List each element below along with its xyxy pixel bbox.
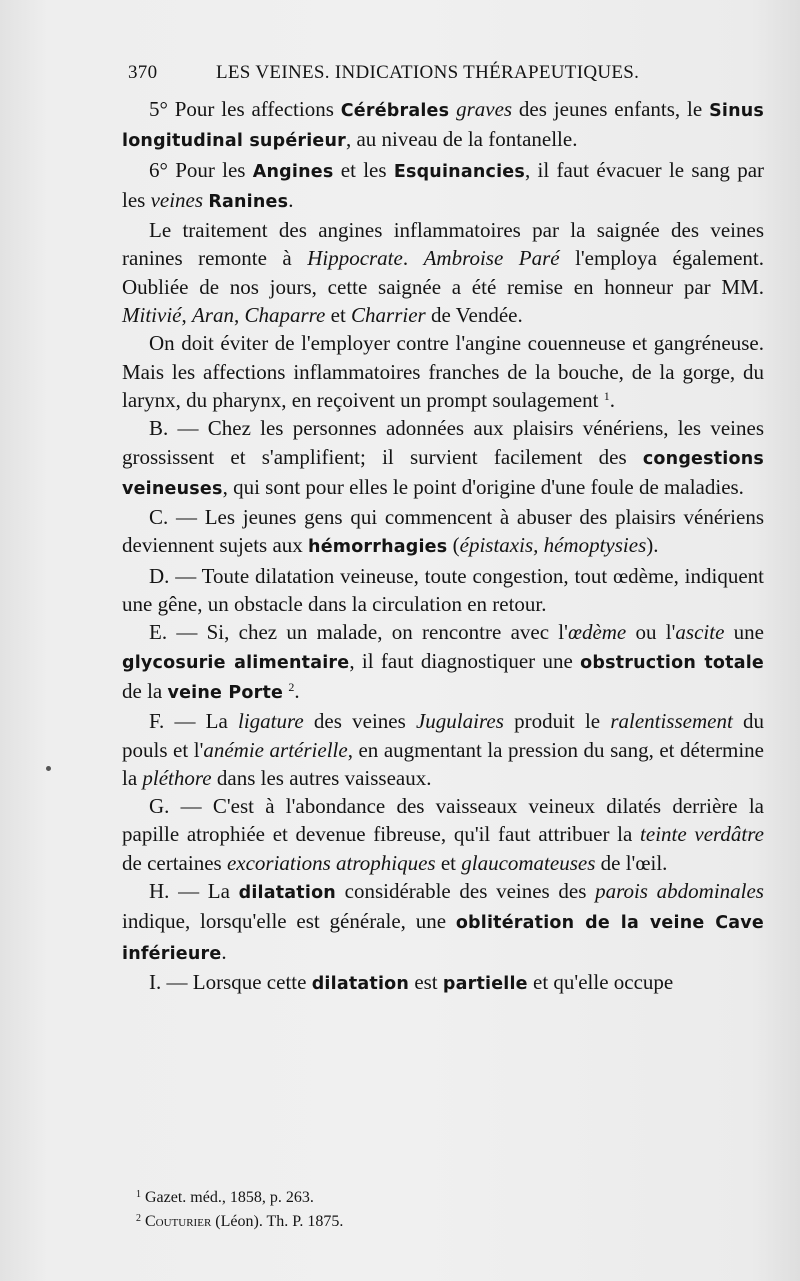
bold-term: congestions veineuses xyxy=(122,448,764,499)
text-run: une xyxy=(724,620,764,645)
italic-name: Charrier xyxy=(351,303,426,328)
italic-term: ascite xyxy=(675,620,725,645)
footnote-ref: 2 xyxy=(288,679,295,694)
text-run: l'employa également. Oubliée de nos jours, cette saignée a été remise en honneur par MM. xyxy=(122,246,765,299)
page-number: 370 xyxy=(128,62,158,83)
italic-term: excoriations atrophiques xyxy=(226,850,436,875)
paragraph-c xyxy=(122,503,764,562)
italic-name: Ambroise Paré xyxy=(423,246,560,271)
italic-term: œdème xyxy=(567,620,627,645)
bold-term: oblitération de la veine Cave inférieure xyxy=(122,913,764,964)
text-run: , xyxy=(181,303,192,328)
footnote-mark: 2 xyxy=(136,1213,141,1224)
paragraph-f xyxy=(122,707,764,792)
paragraph-d xyxy=(122,562,764,619)
margin-speck xyxy=(46,766,51,771)
text-run: Le traitement des angines inflammatoires par la saignée des veines ranines remonte à xyxy=(122,218,764,271)
footnote-2 xyxy=(136,1210,343,1234)
italic-term: graves xyxy=(456,97,513,121)
paragraph-i xyxy=(122,968,764,998)
paragraph-6-angines xyxy=(122,156,764,217)
italic-name: Aran xyxy=(191,303,234,328)
text-run: et xyxy=(325,303,352,328)
italic-term: ralentissement xyxy=(610,709,733,734)
text-run: et qu'elle occupe xyxy=(527,969,674,994)
text-run: de la xyxy=(122,678,168,703)
paragraph-b xyxy=(122,414,764,503)
bold-term: Angines xyxy=(252,161,334,182)
paragraph-5-cerebral xyxy=(122,95,764,156)
running-header xyxy=(128,62,764,86)
bold-term: Cérébrales xyxy=(340,101,450,121)
footnotes xyxy=(136,1186,343,1234)
bold-term: obstruction totale xyxy=(580,652,764,673)
italic-term: glaucomateuses xyxy=(461,850,596,875)
text-run: de certaines xyxy=(122,850,227,875)
text-run: de Vendée. xyxy=(425,303,523,328)
italic-term: parois abdominales xyxy=(595,879,764,904)
italic-term: veines xyxy=(150,187,204,212)
text-run: est xyxy=(409,969,443,994)
paragraph-traitement xyxy=(122,216,764,329)
footnote-1 xyxy=(136,1186,343,1210)
text-run: F. — La xyxy=(149,709,239,734)
text-run: , au niveau de la fontanelle. xyxy=(345,127,578,152)
text-run: , xyxy=(233,303,245,328)
text-run: des jeunes enfants, le xyxy=(512,97,710,121)
italic-name: Mitivié xyxy=(122,303,182,328)
italic-term: Jugulaires xyxy=(415,709,504,734)
text-run: et xyxy=(435,850,462,875)
italic-term: ligature xyxy=(238,709,304,734)
running-title: LES VEINES. INDICATIONS THÉRAPEUTIQUES. xyxy=(216,62,640,83)
text-run: indique, lorsqu'elle est générale, une xyxy=(122,909,456,934)
text-run: . xyxy=(288,187,294,212)
paragraph-e xyxy=(122,618,764,707)
bold-term: dilatation xyxy=(238,883,336,904)
text-run: D. — Toute dilatation veineuse, toute congestion, tout œdème, indiquent une gêne, un obstacle dans la circulation en retour. xyxy=(122,563,764,617)
text-run: G. — C'est à l'abondance des vaisseaux veineux dilatés derrière la papille atrophiée et devenue fibreuse, qu'il faut attribuer la xyxy=(122,794,764,847)
text-run: du pouls et l' xyxy=(122,709,764,762)
bold-term: dilatation xyxy=(311,973,410,994)
bold-term: partielle xyxy=(442,973,528,994)
italic-term: teinte verdâtre xyxy=(640,822,764,847)
italic-name: Chaparre xyxy=(244,303,326,328)
paragraph-h xyxy=(122,877,764,968)
text-run: , qui sont pour elles le point d'origine d'une foule de maladies. xyxy=(222,474,744,499)
paragraph-g xyxy=(122,792,764,877)
text-run: des veines xyxy=(303,709,416,734)
italic-term: épistaxis, hémoptysies xyxy=(459,533,647,558)
text-run: I. — Lorsque cette xyxy=(149,969,312,994)
bold-term: Esquinancies xyxy=(393,161,525,182)
text-run: 5° Pour les affections xyxy=(149,97,341,121)
text-run: , il faut diagnostiquer une xyxy=(349,648,581,673)
text-run: . xyxy=(402,246,424,271)
footnote-ref: 1 xyxy=(603,388,610,403)
text-run: . xyxy=(294,678,300,703)
text-run: B. — Chez les personnes adonnées aux plaisirs vénériens, les veines grossissent et s'amplifient; il survient facilement des xyxy=(122,416,764,469)
text-run: H. — La xyxy=(149,879,239,904)
text-run: , en augmentant la pression du sang, et détermine la xyxy=(122,737,765,790)
text-run: . xyxy=(609,387,615,412)
text-run: produit le xyxy=(503,709,611,734)
text-run: C. — Les jeunes gens qui commencent à abuser des plaisirs vénériens deviennent sujets aux xyxy=(122,505,764,558)
text-run: ( xyxy=(447,533,460,558)
text-run: ). xyxy=(646,533,659,558)
text-run: considérable des veines des xyxy=(335,879,596,904)
text-run: ou l' xyxy=(626,620,676,645)
italic-term: pléthore xyxy=(142,765,212,790)
text-run: 6° Pour les xyxy=(149,157,253,182)
bold-term: glycosurie alimentaire xyxy=(122,652,350,673)
italic-term: anémie artérielle xyxy=(203,737,348,762)
footnote-text: Gazet. méd., 1858, p. 263. xyxy=(145,1189,314,1206)
text-run: dans les autres vaisseaux. xyxy=(211,765,432,790)
text-run: et les xyxy=(333,157,394,182)
text-run: On doit éviter de l'employer contre l'angine couenneuse et gangréneuse. Mais les affections inflammatoires franches de la bouche, de la gorge, du larynx, du pharynx, en reçoivent un prompt soulagement xyxy=(122,331,764,412)
text-run: E. — Si, chez un malade, on rencontre avec l' xyxy=(149,620,568,645)
footnote-text: (Léon). Th. P. 1875. xyxy=(211,1213,344,1230)
footnote-mark: 1 xyxy=(136,1189,141,1200)
text-run: . xyxy=(221,939,227,964)
paragraph-eviter xyxy=(122,329,764,414)
bold-term: veine Porte xyxy=(167,682,284,703)
italic-name: Hippocrate xyxy=(307,246,403,271)
text-run: de l'œil. xyxy=(595,850,668,875)
bold-term: Sinus longitudinal supérieur xyxy=(122,101,764,152)
footnote-author: Couturier xyxy=(145,1213,212,1230)
bold-term: hémorrhagies xyxy=(308,537,448,558)
body-text xyxy=(122,95,764,998)
bold-term: Ranines xyxy=(208,191,289,212)
text-run: , il faut évacuer le sang par les xyxy=(122,157,765,212)
